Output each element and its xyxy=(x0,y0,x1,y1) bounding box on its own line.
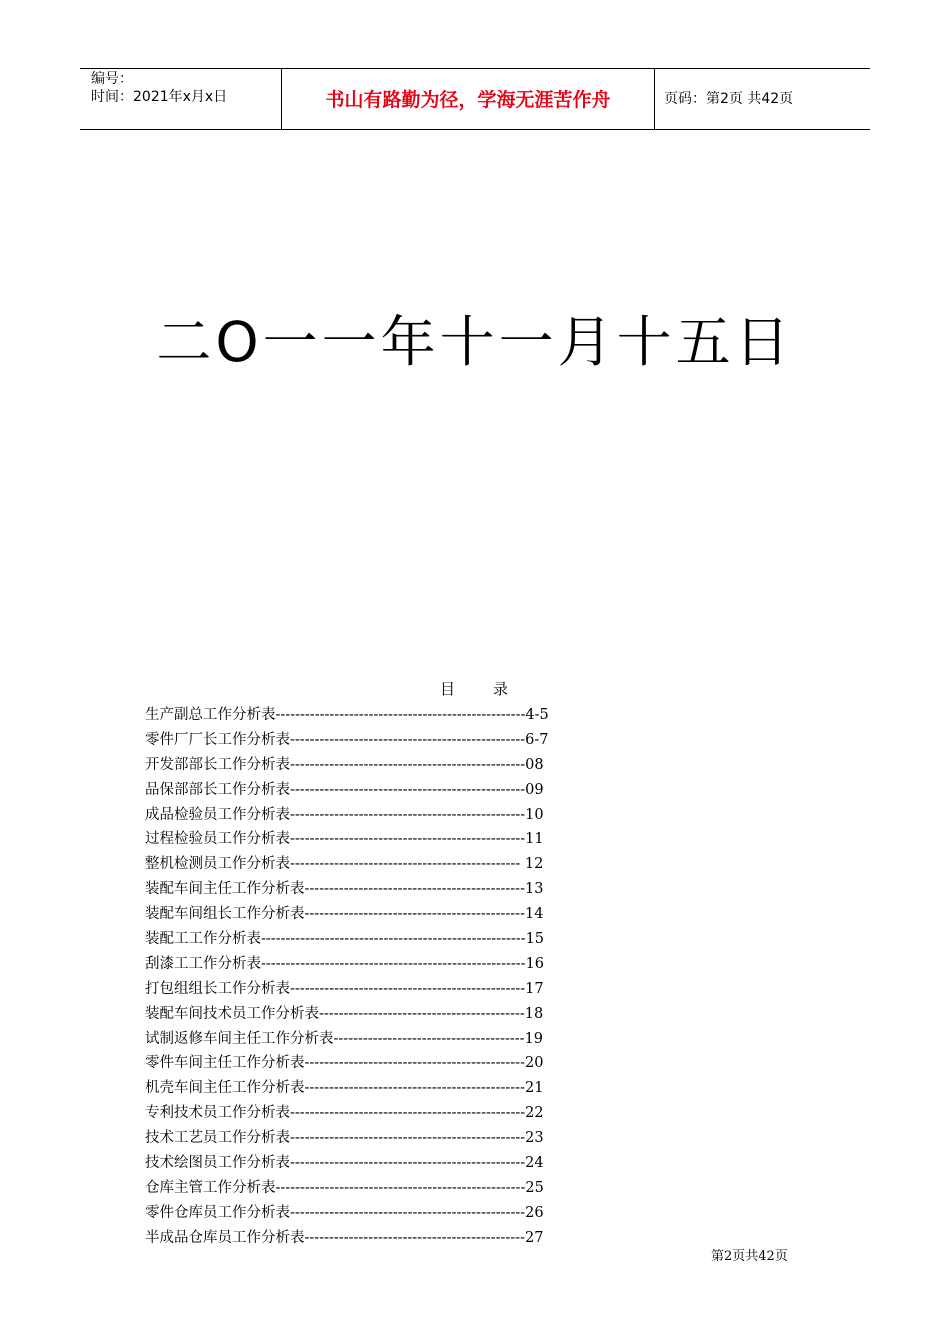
toc-entry[interactable]: 品保部部长工作分析表------------------------------------------------09 xyxy=(145,781,544,798)
footer-page-number: 第2页共42页 xyxy=(711,1249,788,1264)
date-label: 时间：2021年x月x日 xyxy=(91,89,228,105)
toc-entry[interactable]: 技术绘图员工作分析表------------------------------------------------24 xyxy=(145,1155,544,1172)
toc-entry[interactable]: 开发部部长工作分析表------------------------------------------------08 xyxy=(145,756,544,773)
toc-entry[interactable]: 成品检验员工作分析表------------------------------------------------10 xyxy=(145,806,544,823)
header-motto-cell xyxy=(282,69,655,129)
toc-entry[interactable]: 试制返修车间主任工作分析表---------------------------------------19 xyxy=(145,1030,544,1047)
toc-title: 目录 xyxy=(440,680,547,698)
toc-entry[interactable]: 零件厂厂长工作分析表------------------------------------------------6-7 xyxy=(145,731,549,748)
page-header xyxy=(80,68,870,130)
toc-entry[interactable]: 专利技术员工作分析表------------------------------------------------22 xyxy=(145,1105,544,1122)
date-heading: 二O一一年十一月十五日 xyxy=(156,310,794,374)
toc-entry[interactable]: 仓库主管工作分析表---------------------------------------------------25 xyxy=(145,1179,544,1196)
header-info-cell xyxy=(80,69,282,129)
toc-entry[interactable]: 零件仓库员工作分析表------------------------------------------------26 xyxy=(145,1204,544,1221)
toc-entry[interactable]: 装配车间技术员工作分析表------------------------------------------18 xyxy=(145,1005,544,1022)
toc-entry[interactable]: 打包组组长工作分析表------------------------------------------------17 xyxy=(145,980,544,997)
serial-number-label: 编号： xyxy=(91,71,133,87)
header-page-number: 页码：第2页 共42页 xyxy=(664,91,794,107)
table-of-contents xyxy=(145,703,615,1251)
toc-entry[interactable]: 技术工艺员工作分析表------------------------------------------------23 xyxy=(145,1130,544,1147)
toc-entry[interactable]: 装配工工作分析表------------------------------------------------------15 xyxy=(145,931,545,948)
header-page-cell xyxy=(655,69,870,129)
toc-entry[interactable]: 机壳车间主任工作分析表---------------------------------------------21 xyxy=(145,1080,544,1097)
toc-entry[interactable]: 生产副总工作分析表---------------------------------------------------4-5 xyxy=(145,707,549,723)
toc-entry[interactable]: 零件车间主任工作分析表---------------------------------------------20 xyxy=(145,1055,544,1072)
toc-entry[interactable]: 整机检测员工作分析表----------------------------------------------- 12 xyxy=(145,856,544,873)
toc-entry[interactable]: 装配车间组长工作分析表---------------------------------------------14 xyxy=(145,906,544,923)
motto-text: 书山有路勤为径，学海无涯苦作舟 xyxy=(325,89,611,111)
toc-entry[interactable]: 装配车间主任工作分析表---------------------------------------------13 xyxy=(145,881,544,898)
toc-entry[interactable]: 过程检验员工作分析表------------------------------------------------11 xyxy=(145,831,544,848)
toc-entry[interactable]: 刮漆工工作分析表------------------------------------------------------16 xyxy=(145,955,545,972)
toc-entry[interactable]: 半成品仓库员工作分析表---------------------------------------------27 xyxy=(145,1229,544,1246)
